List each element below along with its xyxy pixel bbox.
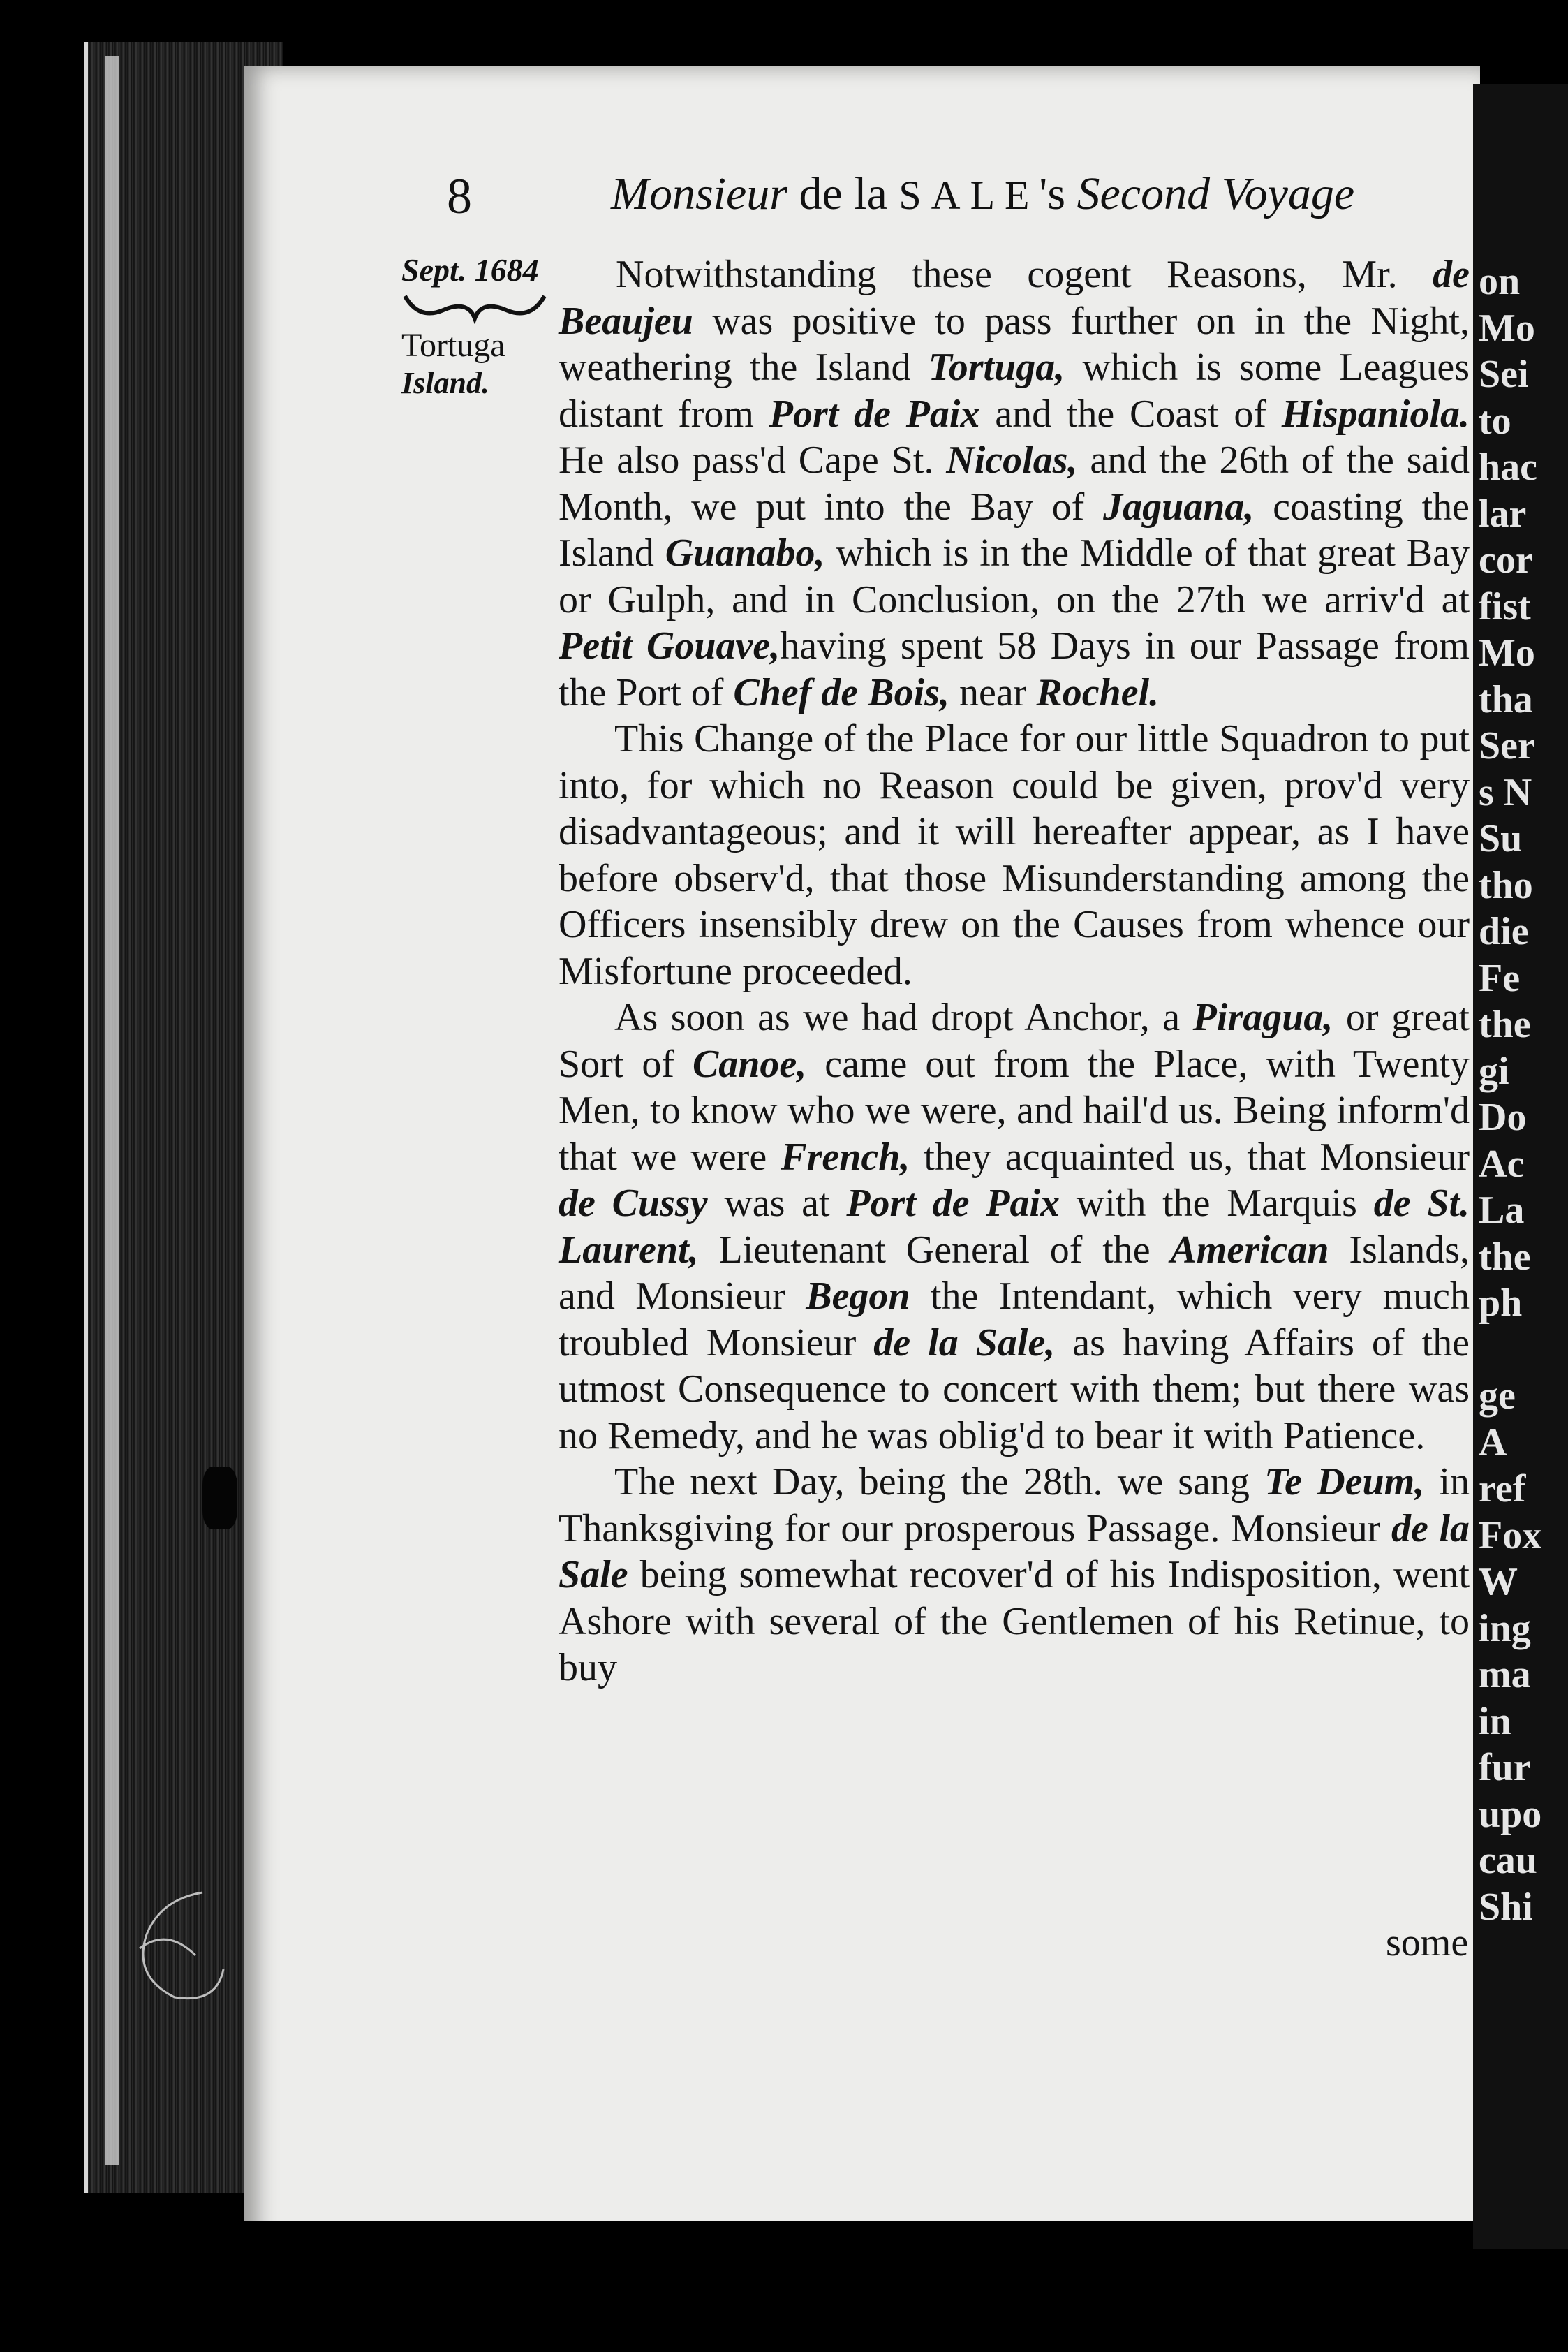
paragraph	[559, 994, 1470, 1459]
italic-text: Petit Gouave,	[559, 624, 781, 668]
facing-page-fragment: cor	[1479, 538, 1533, 582]
italic-text: Begon	[806, 1274, 910, 1318]
running-header	[447, 168, 1438, 230]
facing-page-fragment: cau	[1479, 1839, 1537, 1882]
italic-text: Port de Paix	[769, 392, 980, 436]
text-run: was at	[707, 1182, 847, 1225]
facing-page-fragment: Sei	[1479, 353, 1529, 396]
facing-page-fragment: ph	[1479, 1281, 1523, 1325]
text-run: being somewhat recover'd of his Indisposition, went Ashore with several of the Gentlemen of his Retinue, to buy	[559, 1553, 1470, 1689]
facing-page-fragment: Mo	[1479, 306, 1535, 350]
facing-page-fragment: s N	[1479, 770, 1532, 814]
running-title-part: 's	[1039, 168, 1065, 219]
text-run: Notwithstanding these cogent Reasons, Mr.	[616, 253, 1433, 296]
text-run: which is in the Middle of that great Bay or Gulph, and in Conclusion, on the 27th we arriv'd at	[559, 531, 1470, 622]
facing-page-fragment: fist	[1479, 585, 1531, 629]
facing-page-fragment: ma	[1479, 1653, 1531, 1696]
facing-page-fragment: to	[1479, 399, 1511, 443]
catchword: some	[1386, 1921, 1469, 1964]
italic-text: Tortuga,	[928, 346, 1065, 389]
facing-page-fragment: La	[1479, 1189, 1525, 1232]
margin-note	[401, 251, 569, 402]
facing-page-fragment: ge	[1479, 1374, 1516, 1418]
running-title-part: Monsieur	[611, 168, 787, 219]
text-run: Lieutenant General of the	[698, 1228, 1171, 1272]
text-run: The next Day, being the 28th. we sang	[614, 1460, 1265, 1504]
binding-mark	[202, 1467, 237, 1529]
facing-page-fragment: hac	[1479, 446, 1537, 489]
facing-page-fragment: die	[1479, 910, 1529, 953]
text-run: Islands, and Monsieur	[559, 1228, 1470, 1318]
paragraph	[559, 716, 1470, 994]
pencil-scribble	[119, 1886, 230, 2011]
text-run: As soon as we had dropt Anchor, a	[614, 996, 1193, 1039]
text-run: He also pass'd Cape St.	[559, 439, 947, 482]
facing-page-fragment: lar	[1479, 492, 1527, 536]
italic-text: de la Sale	[559, 1506, 1470, 1596]
facing-page-fragment: ref	[1479, 1467, 1526, 1511]
facing-page-fragment: Mo	[1479, 631, 1535, 675]
italic-text: de St. Laurent,	[559, 1182, 1470, 1272]
page-edge-highlight	[105, 56, 119, 2165]
text-run: as having Affairs of the utmost Consequence to concert with them; but there was no Remedy, and he was oblig'd to bear it with Patience.	[559, 1321, 1470, 1457]
text-run: and the 26th of the said Month, we put into the Bay of	[559, 439, 1470, 529]
brace-icon	[401, 289, 548, 324]
text-run: the Intendant, which very much troubled Monsieur	[559, 1274, 1470, 1365]
facing-page-fragment: A	[1479, 1420, 1507, 1464]
facing-page-fragment: upo	[1479, 1792, 1542, 1836]
italic-text: Te Deum,	[1264, 1460, 1425, 1504]
facing-page-fragment: tha	[1479, 677, 1533, 721]
italic-text: Guanabo,	[665, 531, 825, 575]
facing-page-fragment: Shi	[1479, 1885, 1533, 1929]
brace-ornament	[401, 289, 569, 327]
facing-page-fragment: tho	[1479, 863, 1533, 907]
margin-date: Sept. 1684	[401, 252, 539, 288]
text-run: in Thanksgiving for our prosperous Passage. Monsieur	[559, 1460, 1470, 1550]
running-title-part: SALE	[898, 172, 1040, 218]
text-run: they acquainted us, that Monsieur	[910, 1135, 1470, 1179]
text-run: having spent 58 Days in our Passage from the Port of	[559, 624, 1470, 714]
paragraph	[559, 251, 1470, 716]
italic-text: Canoe,	[692, 1042, 807, 1086]
paragraph	[559, 1459, 1470, 1691]
italic-text: Nicolas,	[946, 439, 1078, 482]
facing-page-fragment: Do	[1479, 1096, 1527, 1139]
text-run: or great Sort of	[559, 996, 1470, 1086]
text-run: with the Marquis	[1060, 1182, 1374, 1225]
text-run: coasting the Island	[559, 485, 1470, 575]
facing-page-fragment: W	[1479, 1560, 1518, 1603]
facing-page-fragment: Fe	[1479, 956, 1521, 1000]
page-number: 8	[447, 168, 472, 224]
text-run: which is some Leagues distant from	[559, 346, 1470, 436]
running-title-part: de la	[799, 168, 887, 219]
facing-page-fragment: ing	[1479, 1606, 1531, 1650]
italic-text: de Beaujeu	[559, 253, 1470, 343]
facing-page-fragment: in	[1479, 1699, 1511, 1743]
text-run: came out from the Place, with Twenty Men, to know who we were, and hail'd us. Being inform'd that we were	[559, 1042, 1470, 1179]
text-run: and the Coast of	[979, 392, 1282, 436]
italic-text: Port de Paix	[846, 1182, 1060, 1225]
facing-page	[1473, 84, 1568, 2249]
italic-text: Jaguana,	[1103, 485, 1255, 529]
facing-page-fragment: Ac	[1479, 1142, 1525, 1186]
facing-page-fragment: Fox	[1479, 1513, 1542, 1557]
margin-island-line2: Island.	[401, 366, 489, 400]
text-run: near	[949, 670, 1037, 714]
facing-page-fragment: on	[1479, 260, 1521, 303]
facing-page-fragment: the	[1479, 1235, 1531, 1279]
margin-island-line1: Tortuga	[401, 327, 505, 364]
facing-page-fragment: Ser	[1479, 724, 1535, 767]
italic-text: American	[1170, 1228, 1329, 1272]
italic-text: Piragua,	[1192, 996, 1333, 1039]
text-run: This Change of the Place for our little Squadron to put into, for which no Reason could be given, prov'd very disadvantageous; and it will hereafter appear, as I have before observ'd, that those Misunderstanding among the Officers insensibly drew on the Causes from whence our Misfortune proceeded.	[559, 717, 1470, 993]
italic-text: Hispaniola.	[1281, 392, 1470, 436]
text-run: was positive to pass further on in the Night, weathering the Island	[559, 299, 1470, 389]
italic-text: Rochel.	[1036, 670, 1160, 714]
facing-page-fragment: fur	[1479, 1746, 1531, 1789]
facing-page-fragment: Su	[1479, 817, 1523, 860]
running-title	[611, 168, 1354, 221]
facing-page-fragment: gi	[1479, 1049, 1509, 1093]
italic-text: French,	[781, 1135, 910, 1179]
running-title-part: Second Voyage	[1077, 168, 1355, 219]
page-shadow	[244, 2221, 1536, 2352]
italic-text: de Cussy	[559, 1182, 708, 1225]
body-text	[559, 251, 1470, 1691]
italic-text: de la Sale,	[873, 1321, 1056, 1365]
facing-page-fragment: the	[1479, 1003, 1531, 1046]
italic-text: Chef de Bois,	[733, 670, 949, 714]
